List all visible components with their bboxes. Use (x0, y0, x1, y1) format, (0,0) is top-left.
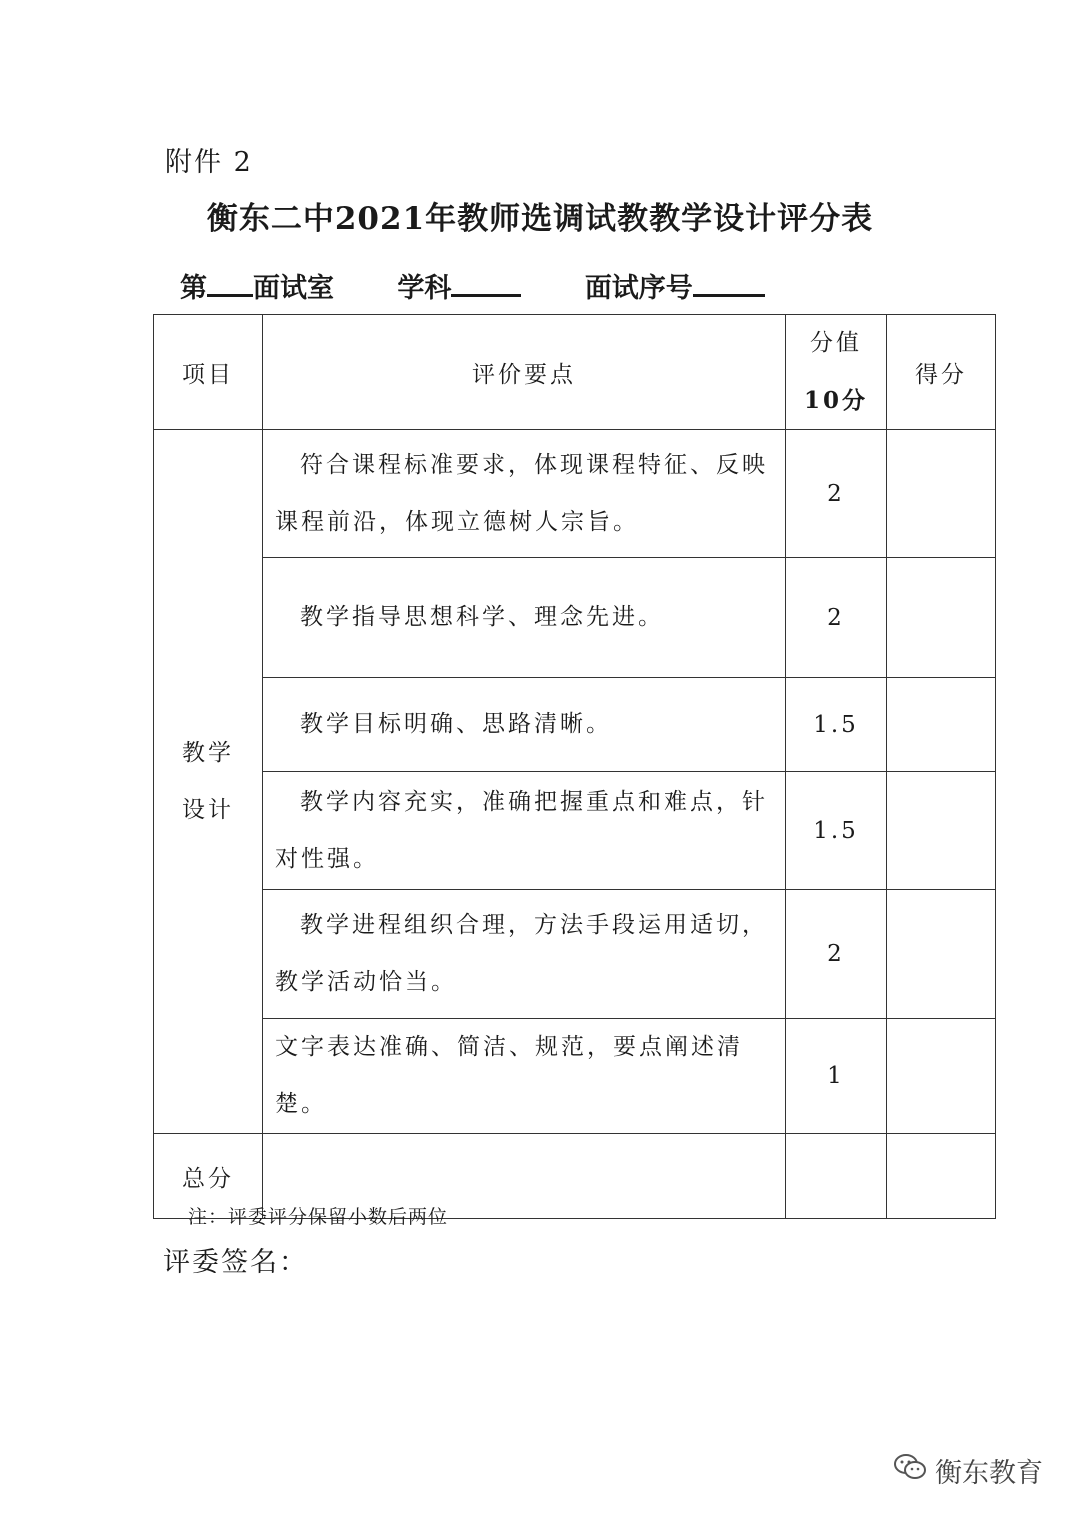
table-row (154, 772, 996, 890)
room-blank (207, 268, 253, 297)
point-cell: 符合课程标准要求，体现课程特征、反映课程前沿，体现立德树人宗旨。 (263, 430, 786, 558)
value-cell: 1 (786, 1019, 887, 1134)
point-cell: 教学指导思想科学、理念先进。 (263, 558, 786, 678)
subject-field: 学科 (397, 266, 521, 305)
table-row (154, 430, 996, 558)
value-cell: 2 (786, 558, 887, 678)
header-score: 得分 (887, 315, 996, 430)
score-input-cell[interactable] (887, 890, 996, 1019)
wechat-icon (893, 1452, 935, 1489)
footnote: 注：评委评分保留小数后两位 (188, 1206, 449, 1228)
table-row (154, 890, 996, 1019)
point-cell: 教学进程组织合理，方法手段运用适切，教学活动恰当。 (263, 890, 786, 1019)
watermark (893, 1451, 1043, 1490)
interview-info-line (180, 266, 765, 305)
score-input-cell[interactable] (887, 1019, 996, 1134)
value-cell: 2 (786, 430, 887, 558)
total-label: 总分 (154, 1134, 263, 1219)
table-header-row (154, 315, 996, 430)
value-cell: 1.5 (786, 678, 887, 772)
seq-blank (693, 268, 765, 297)
scoring-table (153, 314, 996, 1219)
score-input-cell[interactable] (887, 558, 996, 678)
header-item: 项目 (154, 315, 263, 430)
total-score-cell[interactable] (887, 1134, 996, 1219)
table-row (154, 1019, 996, 1134)
score-input-cell[interactable] (887, 678, 996, 772)
table-row (154, 558, 996, 678)
header-value: 分值 10分 (786, 315, 887, 430)
category-cell: 教学 设计 (154, 430, 263, 1134)
subject-blank (451, 268, 521, 297)
point-cell: 文字表达准确、简洁、规范，要点阐述清楚。 (263, 1019, 786, 1134)
value-cell: 2 (786, 890, 887, 1019)
score-input-cell[interactable] (887, 772, 996, 890)
point-cell: 教学目标明确、思路清晰。 (263, 678, 786, 772)
point-cell: 教学内容充实，准确把握重点和难点，针对性强。 (263, 772, 786, 890)
attachment-label: 附件 2 (165, 147, 253, 178)
judge-signature-label: 评委签名： (163, 1247, 308, 1278)
table-row (154, 678, 996, 772)
total-value-cell[interactable] (786, 1134, 887, 1219)
header-points: 评价要点 (263, 315, 786, 430)
value-cell: 1.5 (786, 772, 887, 890)
page-title: 衡东二中2021年教师选调试教教学设计评分表 (206, 201, 874, 237)
room-field: 第 面试室 (180, 266, 334, 305)
score-input-cell[interactable] (887, 430, 996, 558)
watermark-text: 衡东教育 (935, 1458, 1043, 1489)
seq-field: 面试序号 (585, 266, 765, 305)
